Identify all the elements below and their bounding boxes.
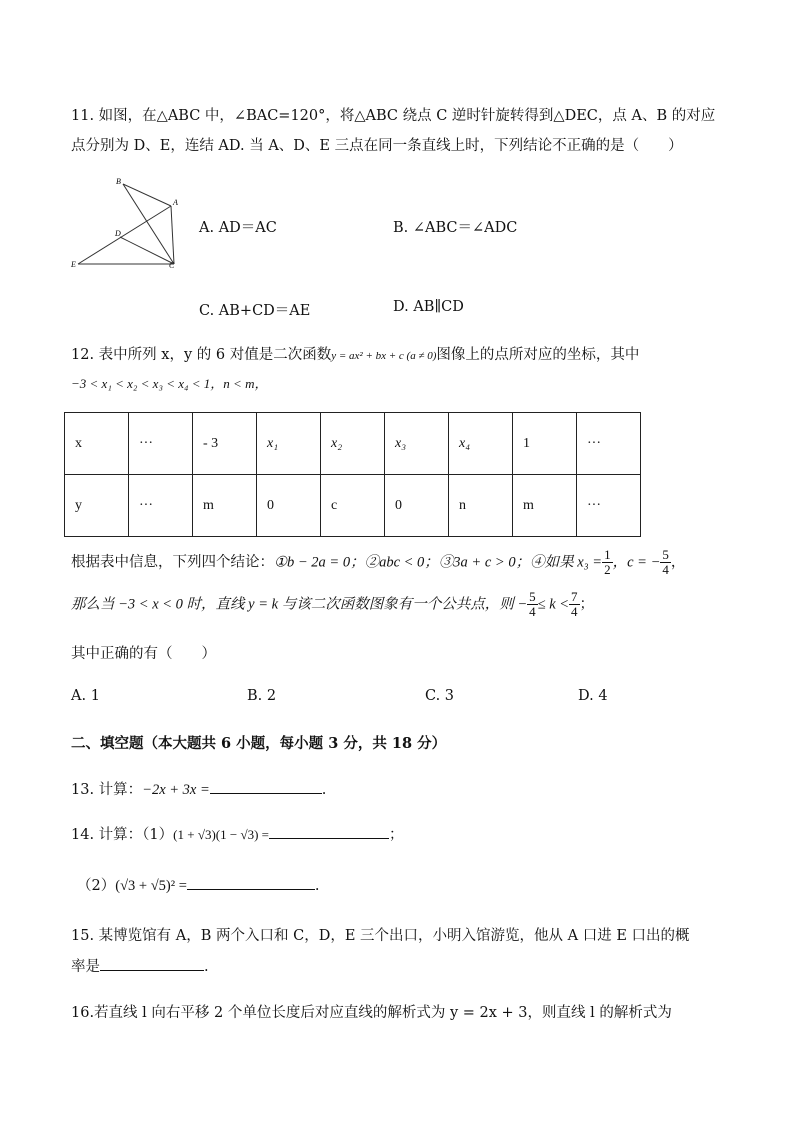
q11-line1: 11. 如图，在△ABC 中，∠BAC=120°，将△ABC 绕点 C 逆时针旋转得到△DEC，点 A、B 的对应 — [71, 108, 716, 124]
q11-option-c: C. AB+CD＝AE — [199, 303, 311, 319]
section-title: 二、填空题（本大题共 6 小题，每小题 3 分，共 18 分） — [71, 735, 447, 752]
table-row-x — [65, 413, 641, 475]
q14-part2 — [77, 874, 320, 895]
q12-line3-c: ； — [579, 596, 595, 613]
fraction-5-4-b: $\frac{5}{4}$ — [529, 589, 536, 619]
table-cell: 0 — [257, 475, 321, 537]
q13-expression: −2x + 3x = — [142, 782, 210, 798]
q12-question: 其中正确的有（ ） — [71, 646, 216, 662]
q12-line3-b: ≤ k < — [537, 596, 570, 613]
q13-answer-blank[interactable] — [210, 779, 322, 794]
q12-conclusion-2: ②abc < 0； — [364, 554, 439, 571]
table-cell: ··· — [577, 475, 641, 537]
table-cell: 0 — [385, 475, 449, 537]
q14-suffix-1: ； — [389, 827, 404, 843]
q15-line1: 15. 某博览馆有 A，B 两个入口和 C，D，E 三个出口，小明入馆游览，他从 A 口进 E 口出的概 — [71, 928, 690, 944]
q12-option-a: A. 1 — [71, 688, 100, 704]
q12-option-d: D. 4 — [578, 688, 608, 704]
q13 — [71, 778, 326, 799]
label-A: A — [173, 198, 178, 207]
segment-AC — [171, 206, 174, 264]
q15-line2 — [71, 955, 209, 976]
q12-conclusion-4a: ④如果 x₃ = — [530, 554, 603, 571]
q11-option-a: A. AD＝AC — [199, 220, 277, 236]
fraction-7-4: $\frac{7}{4}$ — [571, 589, 578, 619]
fraction-5-4: $\frac{5}{4}$ — [662, 547, 669, 577]
q12-intro-a: 12. 表中所列 x，y 的 6 对值是二次函数 — [71, 347, 332, 363]
table-row-y — [65, 475, 641, 537]
label-D: D — [115, 229, 121, 238]
q14-part1 — [71, 823, 404, 844]
q14-answer-blank-2[interactable] — [187, 875, 315, 890]
table-cell: n — [449, 475, 513, 537]
table-cell: x₂ — [321, 413, 385, 475]
q11-line2: 点分别为 D、E，连结 AD. 当 A、D、E 三点在同一条直线上时，下列结论不正确的是（ ） — [71, 138, 683, 154]
q12-line3-a: 那么当 −3 < x < 0 时，直线 y = k 与该二次函数图象有一个公共点，则 − — [71, 596, 528, 613]
table-cell: 1 — [513, 413, 577, 475]
q12-conclusions — [71, 548, 685, 577]
label-E: E — [71, 260, 76, 269]
q13-suffix: . — [321, 782, 327, 798]
table-cell: y — [65, 475, 129, 537]
q12-table — [64, 412, 641, 537]
table-cell: ··· — [577, 413, 641, 475]
table-cell: c — [321, 475, 385, 537]
q14-prefix-2: （2） — [77, 878, 116, 894]
q11-option-b: B. ∠ABC＝∠ADC — [393, 220, 518, 236]
q14-prefix: 14. 计算：（1） — [71, 827, 174, 843]
fraction-1-2: $\frac{1}{2}$ — [604, 547, 611, 577]
q12-option-b: B. 2 — [247, 688, 277, 704]
table-cell: ··· — [129, 475, 193, 537]
q13-prefix: 13. 计算： — [71, 782, 143, 798]
q12-intro-b: 图像上的点所对应的坐标，其中 — [436, 347, 640, 363]
q12-condition: −3 < x₁ < x₂ < x₃ < x₄ < 1，n < m， — [71, 376, 268, 391]
q15-line2-a: 率是 — [71, 959, 100, 975]
table-cell: - 3 — [193, 413, 257, 475]
q14-expression-2: (√3 + √5)² = — [115, 878, 187, 894]
q14-suffix-2: . — [314, 878, 320, 894]
q14-answer-blank-1[interactable] — [269, 824, 389, 839]
table-cell: ··· — [129, 413, 193, 475]
table-cell: x₄ — [449, 413, 513, 475]
q11-option-d: D. AB∥CD — [393, 299, 464, 315]
q12-conclusions-prefix: 根据表中信息，下列四个结论： — [71, 554, 274, 571]
q12-conclusion-4b: ，c = − — [612, 554, 661, 571]
table-cell: m — [513, 475, 577, 537]
q15-answer-blank[interactable] — [100, 956, 204, 971]
q15-line2-b: . — [204, 959, 209, 975]
q12-line3 — [71, 590, 594, 619]
table-cell: x — [65, 413, 129, 475]
q12-intro — [71, 343, 639, 364]
q12-option-c: C. 3 — [425, 688, 455, 704]
label-C: C — [169, 261, 175, 270]
table-cell: m — [193, 475, 257, 537]
label-B: B — [116, 177, 121, 186]
table-cell: x₁ — [257, 413, 321, 475]
q11-triangle-figure — [66, 172, 186, 272]
q12-function: y = ax² + bx + c (a ≠ 0) — [331, 350, 437, 362]
q12-conclusion-3: ③3a + c > 0； — [438, 554, 531, 571]
q14-expression-1: (1 + √3)(1 − √3) = — [173, 827, 269, 842]
q16-line1: 16.若直线 l 向右平移 2 个单位长度后对应直线的解析式为 y = 2x + 3，则直线 l 的解析式为 — [71, 1005, 672, 1021]
table-cell: x₃ — [385, 413, 449, 475]
q12-conclusion-4c: ， — [670, 554, 686, 571]
q12-conclusion-1: ①b − 2a = 0； — [274, 554, 365, 571]
